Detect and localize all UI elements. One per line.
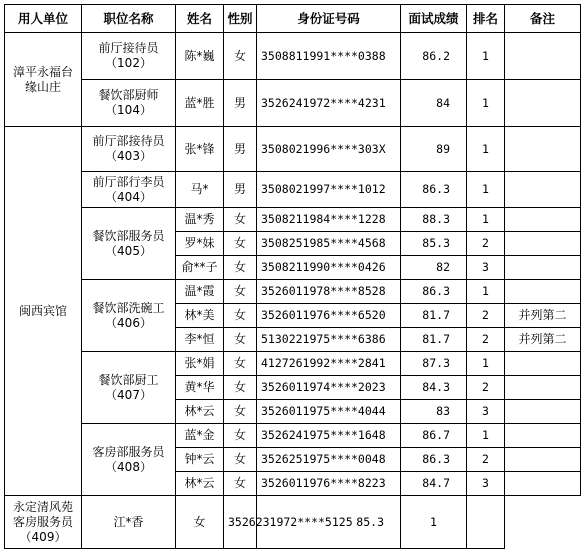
rank-cell: 1 — [467, 127, 505, 172]
position-title: 客房部服务员 — [92, 444, 165, 459]
score-cell: 84.7 — [401, 472, 467, 496]
position-code: （408） — [105, 459, 152, 474]
position-code: （406） — [105, 315, 152, 330]
name-cell: 罗*妹 — [176, 232, 224, 256]
id-cell: 3526011975****4044 — [257, 400, 401, 424]
id-cell: 3526231972****5125 — [224, 496, 257, 549]
id-cell: 3526011978****8528 — [257, 280, 401, 304]
position-cell — [82, 208, 176, 280]
note-cell — [505, 448, 581, 472]
rank-cell: 1 — [467, 172, 505, 208]
id-cell: 3526241975****1648 — [257, 424, 401, 448]
score-cell: 86.3 — [401, 280, 467, 304]
table-row — [5, 208, 581, 232]
rank-cell: 1 — [467, 352, 505, 376]
note-cell — [505, 376, 581, 400]
name-cell: 张*娟 — [176, 352, 224, 376]
note-cell — [505, 232, 581, 256]
table-row — [5, 172, 581, 208]
rank-cell: 2 — [467, 448, 505, 472]
id-cell: 3508021997****1012 — [257, 172, 401, 208]
position-title: 前厅接待员 — [98, 41, 159, 55]
note-cell — [505, 400, 581, 424]
score-cell: 88.3 — [401, 208, 467, 232]
id-cell: 3508251985****4568 — [257, 232, 401, 256]
position-title: 餐饮部服务员 — [92, 228, 165, 243]
gender-cell: 女 — [224, 280, 257, 304]
position-title: 餐饮部洗碗工 — [92, 300, 165, 315]
name-cell: 俞**子 — [176, 256, 224, 280]
rank-cell: 1 — [401, 496, 467, 549]
id-cell: 3508811991****0388 — [257, 33, 401, 80]
interview-results-table — [4, 4, 581, 549]
note-cell — [505, 127, 581, 172]
gender-cell: 女 — [224, 328, 257, 352]
position-cell — [82, 127, 176, 172]
unit-cell: 闽西宾馆 — [5, 127, 82, 496]
gender-cell: 女 — [224, 208, 257, 232]
name-cell: 陈*巍 — [176, 33, 224, 80]
header-gender: 性别 — [224, 5, 257, 33]
position-title: 永定清风苑客房服务员 — [12, 499, 73, 529]
note-cell — [505, 33, 581, 80]
rank-cell: 2 — [467, 328, 505, 352]
gender-cell: 女 — [224, 376, 257, 400]
name-cell: 江*香 — [82, 496, 176, 549]
position-code: （404） — [105, 189, 152, 204]
note-cell — [467, 496, 505, 549]
gender-cell: 女 — [224, 256, 257, 280]
position-code: （409） — [19, 529, 67, 544]
score-cell: 84.3 — [401, 376, 467, 400]
score-cell: 85.3 — [257, 496, 401, 549]
id-cell: 3526241972****4231 — [257, 80, 401, 127]
name-cell: 温*秀 — [176, 208, 224, 232]
rank-cell: 3 — [467, 400, 505, 424]
rank-cell: 3 — [467, 256, 505, 280]
rank-cell: 2 — [467, 232, 505, 256]
score-cell: 86.7 — [401, 424, 467, 448]
gender-cell: 男 — [224, 127, 257, 172]
name-cell: 温*霞 — [176, 280, 224, 304]
id-cell: 3526011976****6520 — [257, 304, 401, 328]
gender-cell: 女 — [224, 400, 257, 424]
name-cell: 张*锋 — [176, 127, 224, 172]
name-cell: 钟*云 — [176, 448, 224, 472]
header-name: 姓名 — [176, 5, 224, 33]
id-cell: 3526011976****8223 — [257, 472, 401, 496]
position-code: （403） — [105, 149, 152, 163]
score-cell: 86.3 — [401, 172, 467, 208]
score-cell: 85.3 — [401, 232, 467, 256]
score-cell: 89 — [401, 127, 467, 172]
name-cell: 黄*华 — [176, 376, 224, 400]
header-row — [5, 5, 581, 33]
header-position: 职位名称 — [82, 5, 176, 33]
score-cell: 87.3 — [401, 352, 467, 376]
name-cell: 林*云 — [176, 472, 224, 496]
score-cell: 81.7 — [401, 304, 467, 328]
table-row — [5, 80, 581, 127]
name-cell: 林*美 — [176, 304, 224, 328]
position-title: 餐饮部厨师 — [98, 88, 159, 102]
position-code: （102） — [105, 56, 152, 70]
score-cell: 81.7 — [401, 328, 467, 352]
table-row — [5, 352, 581, 376]
table-row — [5, 127, 581, 172]
position-code: （104） — [105, 103, 152, 117]
rank-cell: 2 — [467, 304, 505, 328]
table-row — [5, 424, 581, 448]
score-cell: 86.3 — [401, 448, 467, 472]
name-cell: 李*恒 — [176, 328, 224, 352]
position-cell — [82, 424, 176, 496]
gender-cell: 女 — [224, 472, 257, 496]
gender-cell: 男 — [224, 80, 257, 127]
id-cell: 3526251975****0048 — [257, 448, 401, 472]
score-cell: 82 — [401, 256, 467, 280]
name-cell: 林*云 — [176, 400, 224, 424]
gender-cell: 女 — [224, 352, 257, 376]
position-title: 前厅部行李员 — [92, 174, 165, 189]
gender-cell: 男 — [224, 172, 257, 208]
note-cell — [505, 424, 581, 448]
rank-cell: 1 — [467, 208, 505, 232]
gender-cell: 女 — [224, 33, 257, 80]
position-cell — [82, 352, 176, 424]
position-code: （405） — [105, 243, 152, 258]
header-unit: 用人单位 — [5, 5, 82, 33]
name-cell: 马* — [176, 172, 224, 208]
id-cell: 5130221975****6386 — [257, 328, 401, 352]
note-cell — [505, 280, 581, 304]
position-cell — [82, 33, 176, 80]
score-cell: 84 — [401, 80, 467, 127]
rank-cell: 1 — [467, 80, 505, 127]
id-cell: 3508211984****1228 — [257, 208, 401, 232]
gender-cell: 女 — [224, 304, 257, 328]
rank-cell: 2 — [467, 376, 505, 400]
gender-cell: 女 — [224, 448, 257, 472]
gender-cell: 女 — [224, 424, 257, 448]
note-cell: 并列第二 — [505, 328, 581, 352]
name-cell: 蓝*金 — [176, 424, 224, 448]
rank-cell: 1 — [467, 280, 505, 304]
unit-cell: 漳平永福台缘山庄 — [5, 33, 82, 127]
position-cell — [82, 172, 176, 208]
position-title: 餐饮部厨工 — [98, 372, 159, 387]
position-title: 前厅部接待员 — [92, 134, 165, 148]
score-cell: 83 — [401, 400, 467, 424]
table-row — [5, 33, 581, 80]
id-cell: 3508211990****0426 — [257, 256, 401, 280]
id-cell: 4127261992****2841 — [257, 352, 401, 376]
id-cell: 3508021996****303X — [257, 127, 401, 172]
note-cell — [505, 256, 581, 280]
header-rank: 排名 — [467, 5, 505, 33]
header-id-number: 身份证号码 — [257, 5, 401, 33]
id-cell: 3526011974****2023 — [257, 376, 401, 400]
note-cell — [505, 352, 581, 376]
header-note: 备注 — [505, 5, 581, 33]
position-cell — [82, 80, 176, 127]
name-cell: 蓝*胜 — [176, 80, 224, 127]
position-cell — [5, 496, 82, 549]
note-cell — [505, 172, 581, 208]
header-score: 面试成绩 — [401, 5, 467, 33]
table-row — [5, 280, 581, 304]
note-cell — [505, 208, 581, 232]
rank-cell: 1 — [467, 424, 505, 448]
rank-cell: 3 — [467, 472, 505, 496]
note-cell — [505, 472, 581, 496]
gender-cell: 女 — [176, 496, 224, 549]
gender-cell: 女 — [224, 232, 257, 256]
rank-cell: 1 — [467, 33, 505, 80]
table-row — [5, 496, 581, 549]
note-cell — [505, 80, 581, 127]
score-cell: 86.2 — [401, 33, 467, 80]
position-cell — [82, 280, 176, 352]
position-code: （407） — [105, 387, 152, 402]
note-cell: 并列第二 — [505, 304, 581, 328]
